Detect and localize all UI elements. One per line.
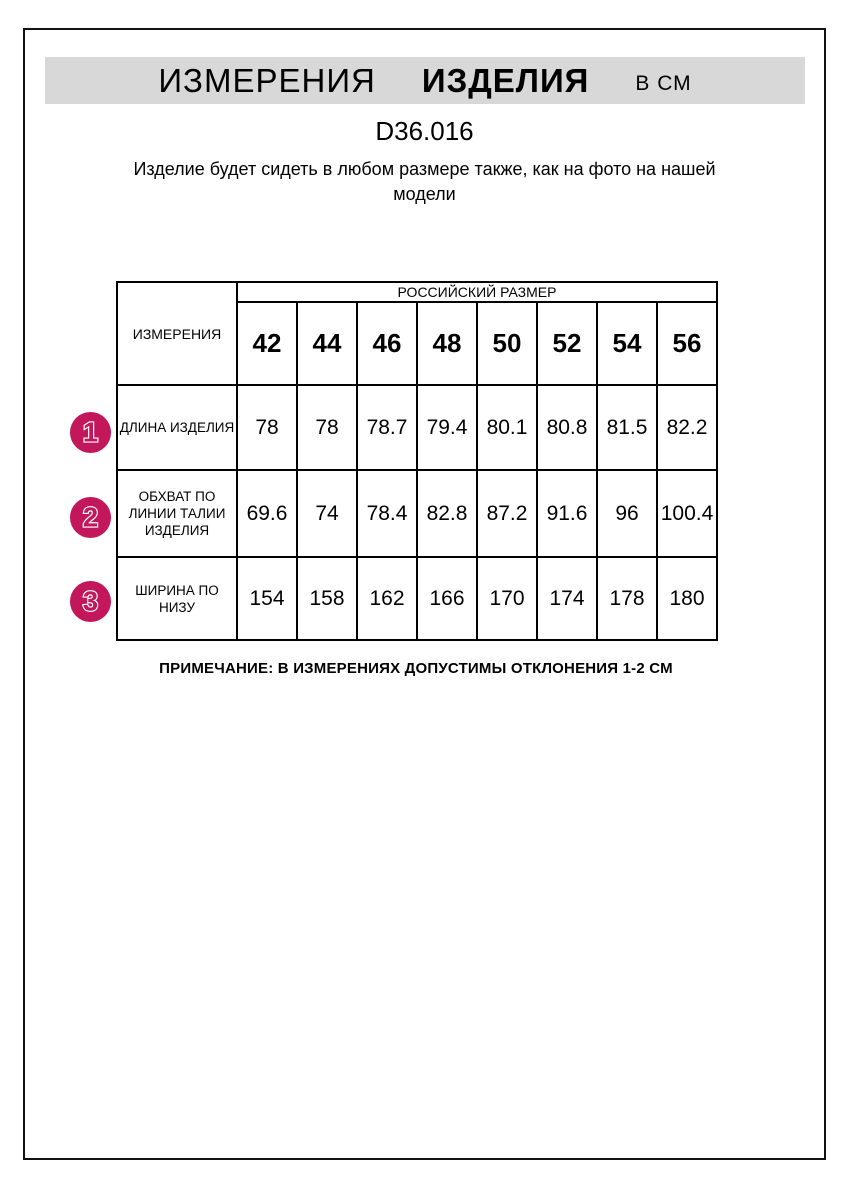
value-cell: 69.6 <box>237 470 297 557</box>
value-cell: 78 <box>297 385 357 470</box>
value-cell: 80.1 <box>477 385 537 470</box>
table-row-waist <box>117 470 717 557</box>
value-cell: 162 <box>357 557 417 640</box>
measurements-header-cell: ИЗМЕРЕНИЯ <box>117 282 237 385</box>
value-cell: 74 <box>297 470 357 557</box>
value-cell: 78 <box>237 385 297 470</box>
number-circle-icon <box>69 411 112 454</box>
value-cell: 154 <box>237 557 297 640</box>
tolerance-note: ПРИМЕЧАНИЕ: В ИЗМЕРЕНИЯХ ДОПУСТИМЫ ОТКЛОНЕНИЯ 1-2 СМ <box>159 660 673 677</box>
value-cell: 178 <box>597 557 657 640</box>
title-unit-cm: В СМ <box>635 71 692 95</box>
svg-text:1: 1 <box>82 416 99 448</box>
table-row-length <box>117 385 717 470</box>
title-bar <box>45 57 805 104</box>
value-cell: 180 <box>657 557 717 640</box>
size-cell: 56 <box>657 302 717 385</box>
svg-text:3: 3 <box>82 585 99 617</box>
size-cell: 54 <box>597 302 657 385</box>
value-cell: 87.2 <box>477 470 537 557</box>
title-measurements: ИЗМЕРЕНИЯ <box>158 61 376 99</box>
value-cell: 81.5 <box>597 385 657 470</box>
fit-note: Изделие будет сидеть в любом размере также, как на фото на нашей модели <box>133 159 716 204</box>
size-cell: 52 <box>537 302 597 385</box>
value-cell: 158 <box>297 557 357 640</box>
value-cell: 91.6 <box>537 470 597 557</box>
value-cell: 170 <box>477 557 537 640</box>
russian-size-header-cell: РОССИЙСКИЙ РАЗМЕР <box>237 282 717 302</box>
value-cell: 96 <box>597 470 657 557</box>
row-number-badge-1 <box>69 411 112 454</box>
row-number-badge-3 <box>69 580 112 623</box>
size-cell: 50 <box>477 302 537 385</box>
size-cell: 46 <box>357 302 417 385</box>
value-cell: 82.8 <box>417 470 477 557</box>
row-label-cell: ДЛИНА ИЗДЕЛИЯ <box>117 385 237 470</box>
value-cell: 78.7 <box>357 385 417 470</box>
value-cell: 174 <box>537 557 597 640</box>
value-cell: 80.8 <box>537 385 597 470</box>
size-cell: 42 <box>237 302 297 385</box>
value-cell: 78.4 <box>357 470 417 557</box>
table-row-bottom-width <box>117 557 717 640</box>
svg-text:2: 2 <box>82 501 99 533</box>
value-cell: 82.2 <box>657 385 717 470</box>
value-cell: 100.4 <box>657 470 717 557</box>
size-cell: 44 <box>297 302 357 385</box>
row-label-cell: ШИРИНА ПО НИЗУ <box>117 557 237 640</box>
row-label-cell: ОБХВАТ ПО ЛИНИИ ТАЛИИ ИЗДЕЛИЯ <box>117 470 237 557</box>
title-product: ИЗДЕЛИЯ <box>421 61 590 99</box>
row-number-badge-2 <box>69 496 112 539</box>
number-circle-icon <box>69 580 112 623</box>
size-table <box>116 281 718 641</box>
value-cell: 166 <box>417 557 477 640</box>
value-cell: 79.4 <box>417 385 477 470</box>
size-cell: 48 <box>417 302 477 385</box>
model-number: D36.016 <box>375 116 474 146</box>
number-circle-icon <box>69 496 112 539</box>
